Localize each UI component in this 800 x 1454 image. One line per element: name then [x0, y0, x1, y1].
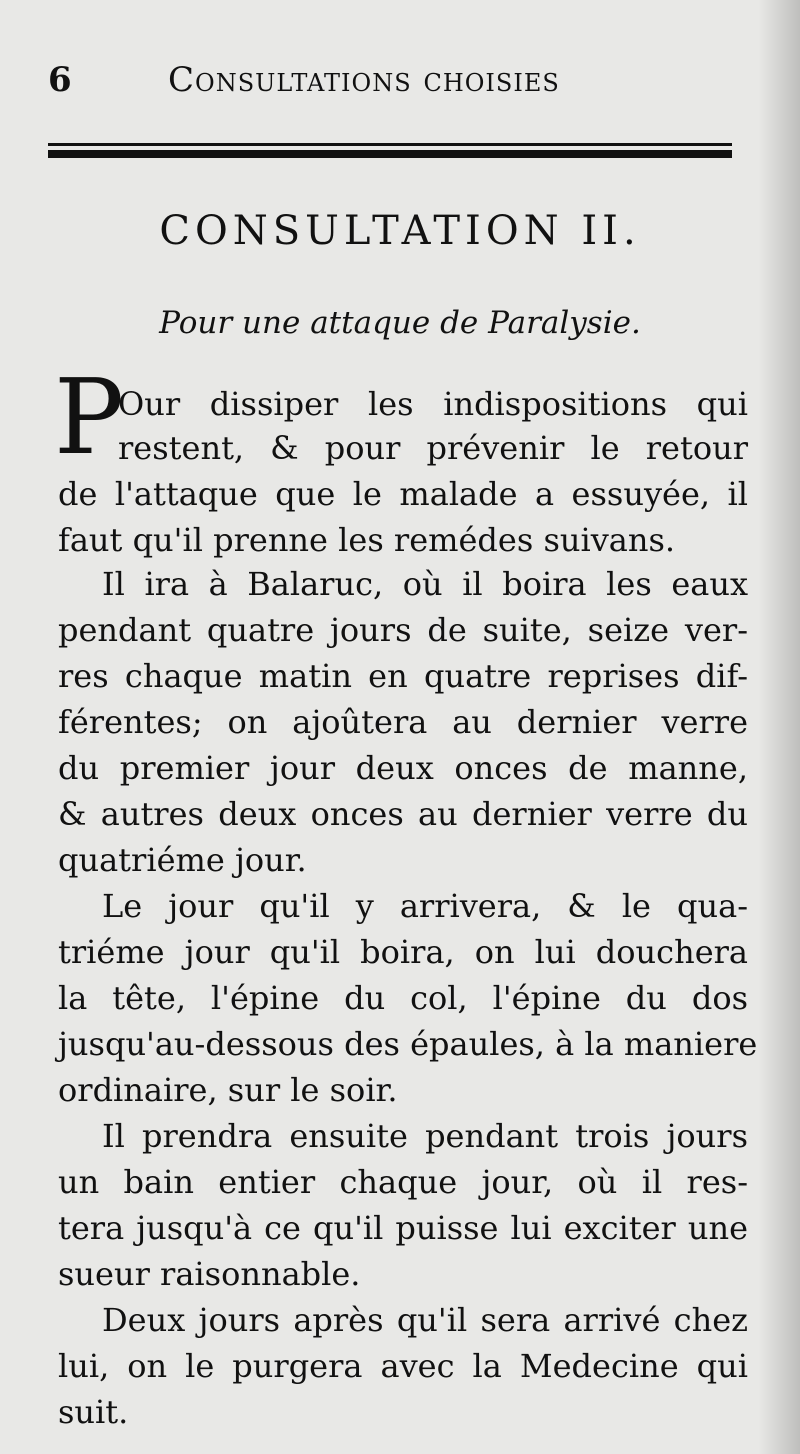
body-line-3: de l'attaque que le malade a essuyée, il [58, 475, 748, 513]
page-number: 6 [48, 60, 72, 100]
running-head [48, 50, 748, 110]
body-line-4: faut qu'il prenne les remédes suivans. [58, 521, 676, 559]
body-line-22: lui, on le purgera avec la Medecine qui [58, 1347, 748, 1385]
body-line-14: la tête, l'épine du col, l'épine du dos [58, 979, 748, 1017]
header-rule-thin [48, 143, 732, 146]
body-line-23: suit. [58, 1393, 129, 1431]
body-line-19: tera jusqu'à ce qu'il puisse lui exciter une [58, 1209, 748, 1247]
body-line-11: quatriéme jour. [58, 841, 307, 879]
header-rule-thick [48, 150, 732, 158]
body-line-13: triéme jour qu'il boira, on lui douchera [58, 933, 748, 971]
body-line-17: Il prendra ensuite pendant trois jours [102, 1117, 748, 1155]
body-line-2: restent, & pour prévenir le retour [118, 429, 748, 467]
header-rule [48, 143, 732, 167]
body-line-12: Le jour qu'il y arrivera, & le qua- [102, 887, 748, 925]
body-line-1: Our dissiper les indispositions qui [118, 385, 748, 423]
body-line-18: un bain entier chaque jour, où il res- [58, 1163, 748, 1201]
body-line-5: Il ira à Balaruc, où il boira les eaux [102, 565, 748, 603]
body-line-16: ordinaire, sur le soir. [58, 1071, 398, 1109]
body-line-7: res chaque matin en quatre reprises dif- [58, 657, 748, 695]
body-line-8: férentes; on ajoûtera au dernier verre [58, 703, 748, 741]
body-line-9: du premier jour deux onces de manne, [58, 749, 748, 787]
running-title: Consultations choisies [168, 60, 560, 100]
body-line-10: & autres deux onces au dernier verre du [58, 795, 748, 833]
consultation-subheading: Pour une attaque de Paralysie. [159, 305, 641, 341]
consultation-heading: CONSULTATION II. [159, 208, 641, 254]
drop-cap: P [54, 356, 124, 478]
body-line-20: sueur raisonnable. [58, 1255, 361, 1293]
body-line-15: jusqu'au-dessous des épaules, à la maniere [58, 1025, 758, 1063]
body-line-6: pendant quatre jours de suite, seize ver- [58, 611, 748, 649]
body-line-21: Deux jours après qu'il sera arrivé chez [102, 1301, 748, 1339]
